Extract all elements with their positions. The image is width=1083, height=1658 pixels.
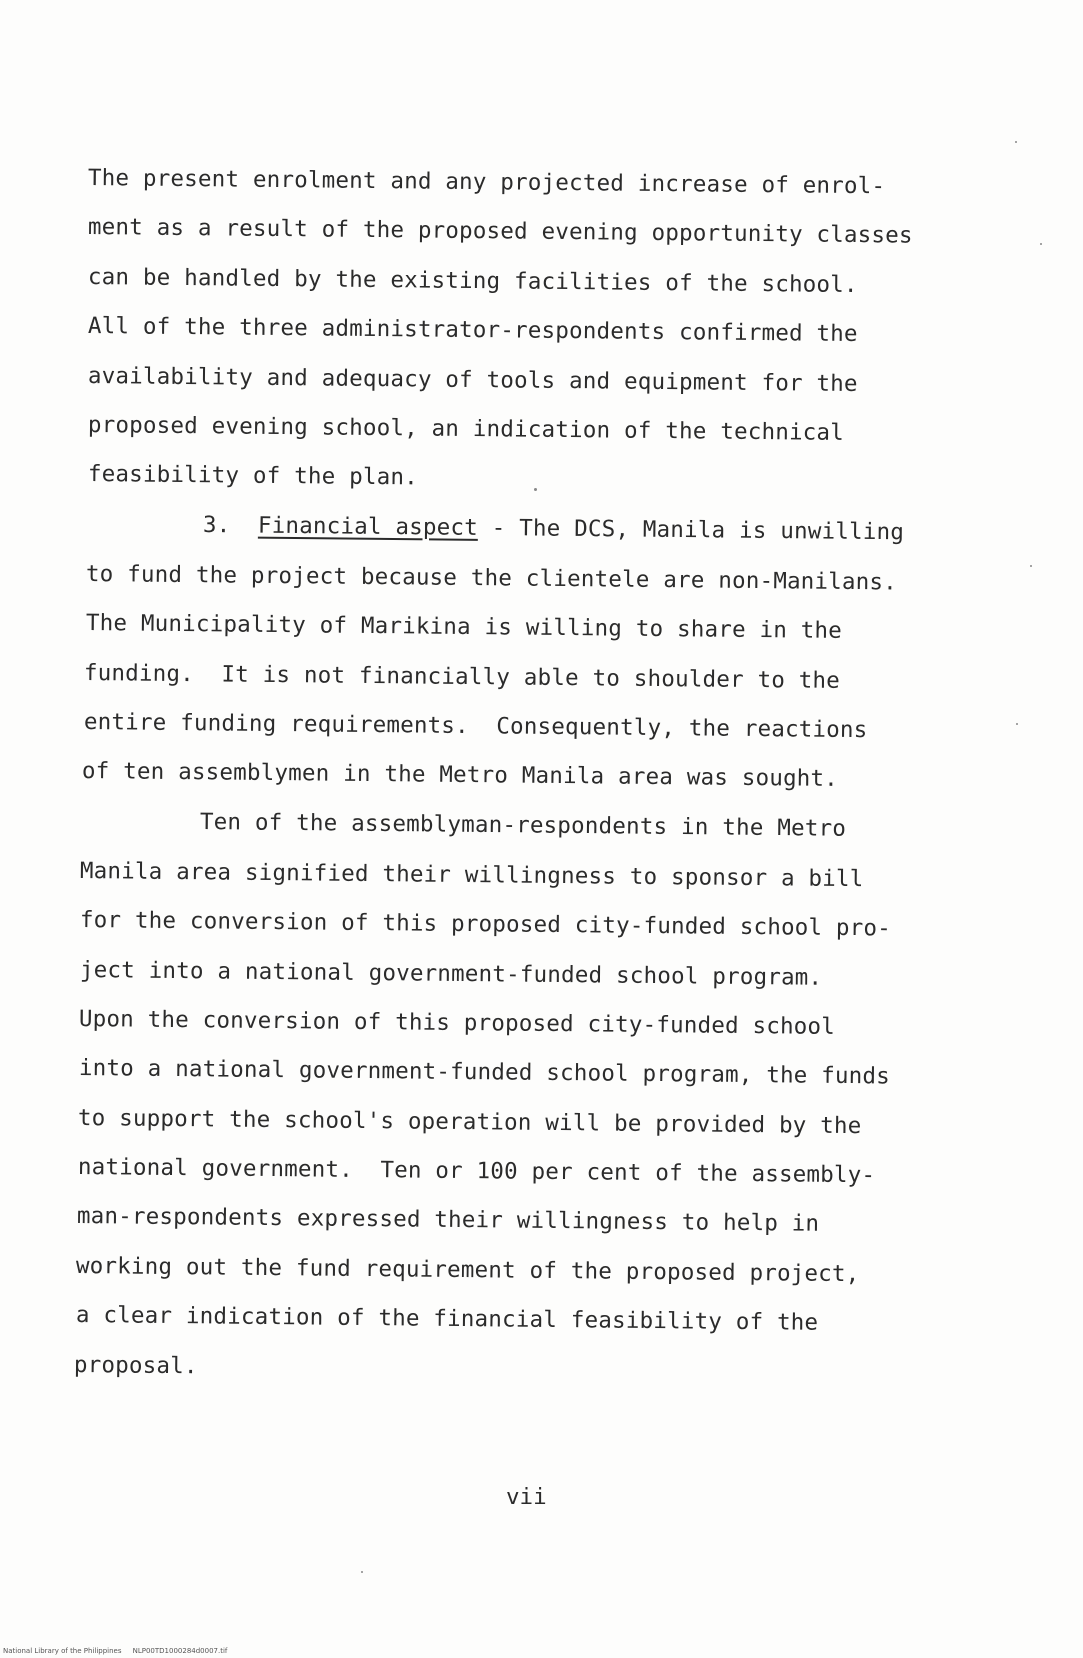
- text-line: All of the three administrator-respondents confirmed the: [87, 313, 858, 348]
- section-heading-line: [203, 510, 904, 547]
- text-line-continuation: - The DCS, Manila is unwilling: [477, 514, 905, 546]
- text-line: Upon the conversion of this proposed city-funded school: [78, 1006, 836, 1040]
- text-line: can be handled by the existing facilities of the school.: [87, 264, 858, 299]
- text-line: for the conversion of this proposed city-funded school pro-: [79, 907, 892, 942]
- text-line: into a national government-funded school program, the funds: [78, 1055, 891, 1090]
- scan-speck: [1016, 723, 1018, 725]
- text-line: entire funding requirements. Consequently, the reactions: [83, 709, 868, 744]
- section-number: 3.: [202, 512, 231, 539]
- text-line: funding. It is not financially able to shoulder to the: [83, 660, 841, 694]
- text-line: The Municipality of Marikina is willing to share in the: [85, 610, 843, 644]
- text-line: to fund the project because the clientele are non-Manilans.: [85, 561, 898, 596]
- text-line: proposal.: [73, 1352, 198, 1380]
- scan-footer: National Library of the Philippines NLP00TD1000284d0007.tif: [3, 1647, 228, 1655]
- text-line: proposed evening school, an indication of the technical: [87, 412, 845, 446]
- scan-speck: [1015, 141, 1017, 143]
- text-line: a clear indication of the financial feasibility of the: [75, 1302, 819, 1336]
- text-line: Manila area signified their willingness to sponsor a bill: [79, 858, 864, 893]
- text-line: national government. Ten or 100 per cent of the assembly-: [77, 1154, 876, 1189]
- text-line: The present enrolment and any projected increase of enrol-: [87, 165, 886, 200]
- scan-speck: [1030, 565, 1032, 567]
- section-heading: Financial aspect: [257, 512, 479, 541]
- text-line: of ten assemblymen in the Metro Manila area was sought.: [81, 758, 839, 792]
- text-line: Ten of the assemblyman-respondents in the Metro: [199, 809, 847, 842]
- text-line: ment as a result of the proposed evening opportunity classes: [87, 214, 913, 249]
- text-line: man-respondents expressed their willingness to help in: [76, 1203, 820, 1237]
- scan-speck: [361, 1571, 363, 1573]
- scan-speck: [534, 488, 537, 491]
- text-line: availability and adequacy of tools and equipment for the: [87, 363, 858, 398]
- text-line: ject into a national government-funded school program.: [79, 957, 823, 991]
- scan-speck: [1040, 243, 1042, 245]
- text-line: working out the fund requirement of the proposed project,: [75, 1253, 860, 1288]
- text-line: to support the school's operation will be provided by the: [77, 1105, 862, 1140]
- page-number: vii: [506, 1484, 547, 1510]
- text-line: feasibility of the plan.: [87, 461, 419, 491]
